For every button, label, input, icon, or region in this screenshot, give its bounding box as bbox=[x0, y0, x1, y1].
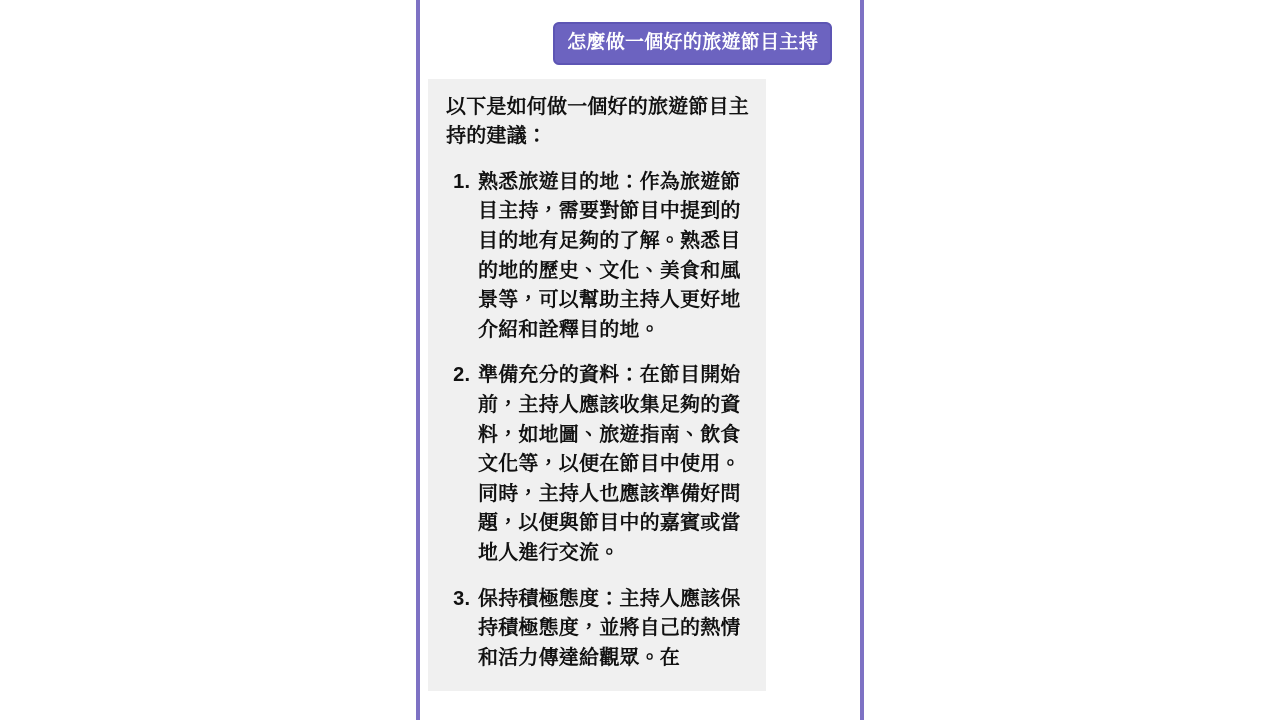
list-item: 3. 保持積極態度：主持人應該保持積極態度，並將自己的熱情和活力傳達給觀眾。在 bbox=[476, 585, 752, 674]
chat-transcript[interactable] bbox=[420, 0, 860, 720]
assistant-message-bubble[interactable] bbox=[428, 79, 766, 692]
phone-frame bbox=[416, 0, 864, 720]
assistant-intro-text: 以下是如何做一個好的旅遊節目主持的建議： bbox=[446, 95, 749, 148]
list-item: 2. 準備充分的資料：在節目開始前，主持人應該收集足夠的資料，如地圖、旅遊指南、飲食文化等，以便在節目中使用。同時，主持人也應該準備好問題，以便與節目中的嘉賓或當地人進行交流。 bbox=[476, 361, 752, 568]
user-message-row bbox=[428, 12, 852, 65]
assistant-message-row bbox=[428, 79, 852, 692]
assistant-advice-list bbox=[446, 168, 752, 674]
user-message-bubble[interactable]: 怎麼做一個好的旅遊節目主持 bbox=[553, 22, 832, 65]
list-item: 1. 熟悉旅遊目的地：作為旅遊節目主持，需要對節目中提到的目的地有足夠的了解。熟悉目的地的歷史、文化、美食和風景等，可以幫助主持人更好地介紹和詮釋目的地。 bbox=[476, 168, 752, 346]
right-gutter bbox=[864, 0, 1280, 720]
left-gutter bbox=[0, 0, 416, 720]
